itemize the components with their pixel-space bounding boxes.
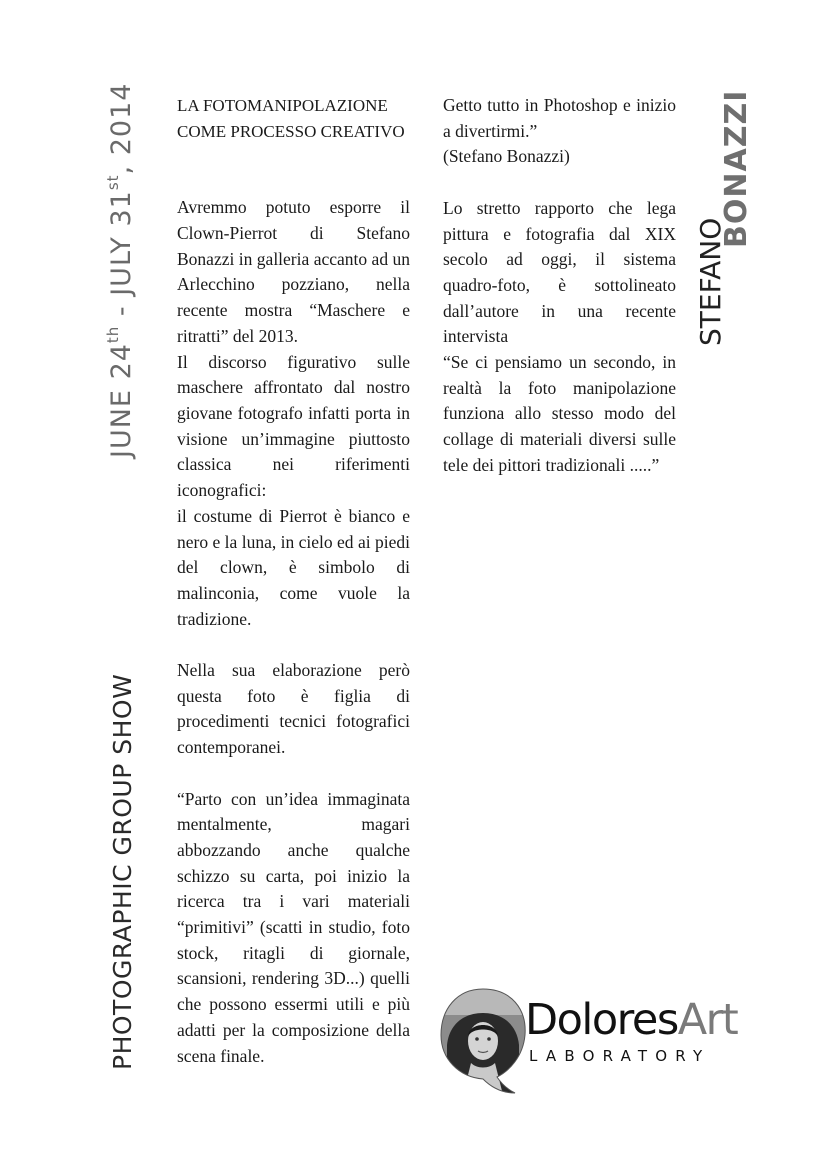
- dates-end-suffix: st: [104, 174, 122, 191]
- exhibition-dates: [106, 83, 137, 458]
- article-title: LA FOTOMANIPOLAZIONE COME PROCESSO CREATIVO: [177, 96, 405, 141]
- dates-end: - JULY 31: [106, 190, 137, 326]
- logo-word-main: Dolores: [525, 995, 678, 1045]
- paragraph: Lo stretto rapporto che lega pittura e fotografia dal XIX secolo ad oggi, il sistema quadro-foto, è sottolineato dall’autore in una recente intervista: [443, 197, 676, 347]
- logo-word-accent: Art: [677, 995, 738, 1045]
- paragraph: Avremmo potuto esporre il Clown-Pierrot di Stefano Bonazzi in galleria accanto ad un Arlecchino pozziano, nella recente mostra “Maschere e ritratti” del 2013.: [177, 197, 410, 346]
- logo-wordmark: [525, 995, 737, 1045]
- paragraph: “Parto con un’idea immaginata mentalmente, magari abbozzando anche qualche schizzo su carta, poi inizio la ricerca tra i vari materiali “primitivi” (scatti in studio, foto stock, ritagli di giornale, scansioni, rendering 3D...) quelli che possono essermi utili e più adatti per la composizione della scena finale.: [177, 788, 410, 1066]
- dates-start: JUNE 24: [106, 343, 137, 458]
- quote-attribution: (Stefano Bonazzi): [443, 146, 570, 167]
- logo-subtitle: LABORATORY: [529, 1047, 711, 1065]
- dolores-art-logo: [437, 985, 757, 1095]
- article-column-1: [177, 93, 410, 1069]
- paragraph: “Se ci pensiamo un secondo, in realtà la foto manipolazione funziona allo stesso modo del collage di materiali diversi sulle tele dei pittori tradizionali .....”: [443, 352, 676, 475]
- paragraph: Getto tutto in Photoshop e inizio a divertirmi.”: [443, 95, 676, 141]
- show-title: PHOTOGRAPHIC GROUP SHOW: [108, 673, 137, 1070]
- paragraph: Il discorso figurativo sulle maschere affrontato dal nostro giovane fotografo infatti porta in visione un’immagine piuttosto classica nei riferimenti iconografici:: [177, 351, 410, 501]
- paragraph: il costume di Pierrot è bianco e nero e la luna, in cielo ed ai piedi del clown, è simbolo di malinconia, come vuole la tradizione.: [177, 505, 410, 629]
- artist-last-name: BONAZZI: [719, 89, 754, 248]
- dates-year: , 2014: [106, 82, 137, 175]
- article-column-2: [443, 93, 676, 479]
- artist-first-name: STEFANO: [694, 217, 727, 346]
- portrait-emblem-icon: [437, 985, 529, 1095]
- paragraph: Nella sua elaborazione però questa foto è figlia di procedimenti tecnici fotografici contemporanei.: [177, 660, 410, 758]
- dates-start-suffix: th: [104, 325, 122, 344]
